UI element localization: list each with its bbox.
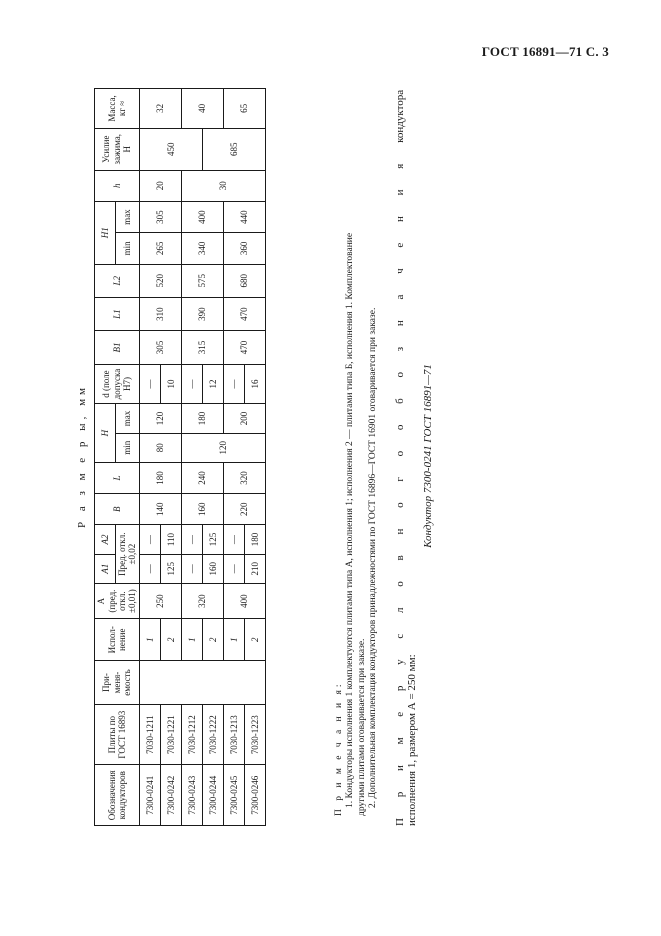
header-H1: H1 xyxy=(95,201,116,264)
header-designation: Обозначения кондукторов xyxy=(95,765,140,826)
header-execution: Испол-нение xyxy=(95,619,140,661)
header-mass: Масса, кг ≈ xyxy=(95,89,140,129)
header-plates: Плиты по ГОСТ 16893 xyxy=(95,704,140,765)
notes-block xyxy=(334,96,380,816)
cell-execution: 2 xyxy=(202,619,223,661)
cell-L: 320 xyxy=(223,462,265,493)
header-A12-tolerance: Пред. откл. ±0,02 xyxy=(116,525,140,583)
cell-execution: 1 xyxy=(139,619,160,661)
header-applicability: При-меня-емость xyxy=(95,661,140,705)
cell-H-max: 200 xyxy=(223,404,265,433)
cell-designation: 7300-0241 xyxy=(139,765,160,826)
cell-A2: 125 xyxy=(202,525,223,554)
cell-A2: 180 xyxy=(244,525,265,554)
cell-H-min: 80 xyxy=(139,433,181,462)
cell-applicability xyxy=(139,661,265,705)
cell-d: — xyxy=(139,364,160,404)
cell-A1: 210 xyxy=(244,554,265,583)
cell-H1-max: 440 xyxy=(223,201,265,232)
note-1: 1. Кондукторы исполнения 1 комплектуются плитами типа А, исполнения 1; исполнения 2 — плитами типа Б, исполнения 1. Комплектование xyxy=(345,232,356,808)
header-H-min: min xyxy=(116,433,140,462)
cell-A1: — xyxy=(139,554,160,583)
cell-A: 250 xyxy=(139,583,181,618)
cell-designation: 7300-0246 xyxy=(244,765,265,826)
cell-A1: — xyxy=(181,554,202,583)
header-L2: L2 xyxy=(95,264,140,297)
dimensions-table xyxy=(94,88,266,826)
note-2: 2. Дополнительная комплектация кондукторов принадлежностями по ГОСТ 16896—ГОСТ 16901 оговаривается при заказе. xyxy=(368,307,379,808)
header-H: H xyxy=(95,404,116,462)
cell-plate: 7030-1222 xyxy=(202,704,223,765)
header-L: L xyxy=(95,462,140,493)
cell-A2: — xyxy=(223,525,244,554)
cell-H1-min: 340 xyxy=(181,233,223,264)
cell-A1: 160 xyxy=(202,554,223,583)
header-H1-min: min xyxy=(116,233,140,264)
cell-h: 30 xyxy=(181,170,265,201)
cell-mass: 65 xyxy=(223,89,265,129)
cell-A: 320 xyxy=(181,583,223,618)
cell-H-max: 120 xyxy=(139,404,181,433)
header-h: h xyxy=(95,170,140,201)
cell-H1-min: 360 xyxy=(223,233,265,264)
cell-B: 140 xyxy=(139,494,181,525)
cell-B: 220 xyxy=(223,494,265,525)
note-1-continued: другими плитами оговаривается при заказе. xyxy=(356,638,367,816)
cell-designation: 7300-0244 xyxy=(202,765,223,826)
cell-execution: 1 xyxy=(181,619,202,661)
rotated-page-content xyxy=(76,86,596,826)
cell-L2: 520 xyxy=(139,264,181,297)
cell-d: — xyxy=(223,364,244,404)
example-designation: Кондуктор 7300-0241 ГОСТ 16891—71 xyxy=(422,364,434,548)
cell-L: 180 xyxy=(139,462,181,493)
cell-execution: 2 xyxy=(160,619,181,661)
header-d: d (поле допуска H7) xyxy=(95,364,140,404)
cell-B1: 305 xyxy=(139,331,181,364)
cell-d: 12 xyxy=(202,364,223,404)
cell-L: 240 xyxy=(181,462,223,493)
cell-A2: — xyxy=(139,525,160,554)
cell-L1: 470 xyxy=(223,297,265,330)
cell-plate: 7030-1221 xyxy=(160,704,181,765)
cell-L2: 680 xyxy=(223,264,265,297)
cell-A1: — xyxy=(223,554,244,583)
header-L1: L1 xyxy=(95,297,140,330)
cell-execution: 1 xyxy=(223,619,244,661)
cell-H-max: 180 xyxy=(181,404,223,433)
cell-d: — xyxy=(181,364,202,404)
cell-plate: 7030-1213 xyxy=(223,704,244,765)
notes-heading: П р и м е ч а н и я: xyxy=(334,681,344,816)
page-header: ГОСТ 16891—71 С. 3 xyxy=(481,44,609,59)
cell-designation: 7300-0243 xyxy=(181,765,202,826)
cell-A2: 110 xyxy=(160,525,181,554)
header-force: Усилие зажима, Н xyxy=(95,128,140,170)
cell-d: 10 xyxy=(160,364,181,404)
cell-designation: 7300-0242 xyxy=(160,765,181,826)
header-A: A (пред. откл. ±0,01) xyxy=(95,583,140,618)
cell-mass: 40 xyxy=(181,89,223,129)
header-B: B xyxy=(95,494,140,525)
cell-L1: 310 xyxy=(139,297,181,330)
cell-B1: 470 xyxy=(223,331,265,364)
header-B1: B1 xyxy=(95,331,140,364)
cell-force: 450 xyxy=(139,128,202,170)
cell-L2: 575 xyxy=(181,264,223,297)
cell-mass: 32 xyxy=(139,89,181,129)
cell-plate: 7030-1212 xyxy=(181,704,202,765)
cell-H1-min: 265 xyxy=(139,233,181,264)
example-title-tail: кондуктора исполнения 1, размером А = 250 мм: xyxy=(394,89,418,826)
cell-force: 685 xyxy=(202,128,265,170)
table-row xyxy=(139,89,160,826)
table-row xyxy=(181,89,202,826)
header-H-max: max xyxy=(116,404,140,433)
cell-designation: 7300-0245 xyxy=(223,765,244,826)
cell-A2: — xyxy=(181,525,202,554)
example-title xyxy=(394,86,418,826)
cell-h: 20 xyxy=(139,170,181,201)
cell-A: 400 xyxy=(223,583,265,618)
cell-L1: 390 xyxy=(181,297,223,330)
header-H1-max: max xyxy=(116,201,140,232)
header-A1: A1 xyxy=(95,554,116,583)
cell-B: 160 xyxy=(181,494,223,525)
cell-B1: 315 xyxy=(181,331,223,364)
cell-H1-max: 400 xyxy=(181,201,223,232)
cell-H-min: 120 xyxy=(181,433,265,462)
example-title-spaced: П р и м е р у с л о в н о г о о б о з н а ч е н и я xyxy=(394,154,406,826)
cell-plate: 7030-1211 xyxy=(139,704,160,765)
cell-A1: 125 xyxy=(160,554,181,583)
cell-execution: 2 xyxy=(244,619,265,661)
header-A2: A2 xyxy=(95,525,116,554)
cell-d: 16 xyxy=(244,364,265,404)
table-caption: Р а з м е р ы, мм xyxy=(76,384,88,529)
cell-H1-max: 305 xyxy=(139,201,181,232)
cell-plate: 7030-1223 xyxy=(244,704,265,765)
